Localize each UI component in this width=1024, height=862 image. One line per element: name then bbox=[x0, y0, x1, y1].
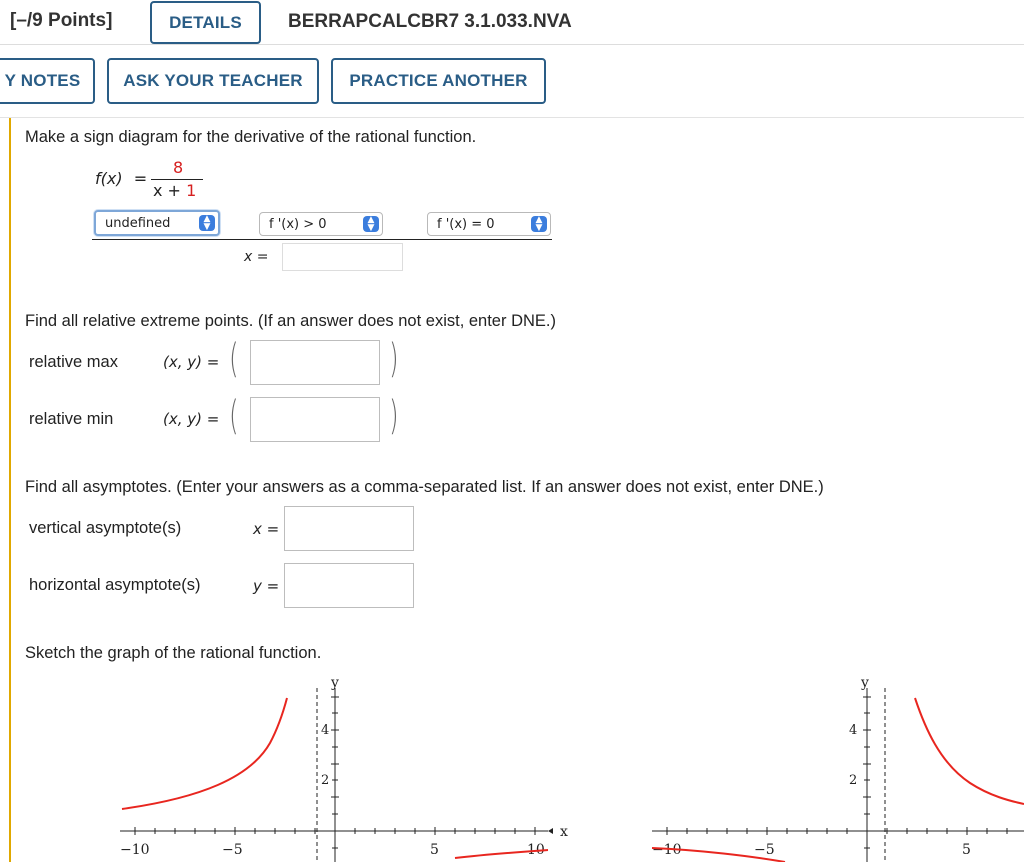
points-label: [–/9 Points] bbox=[10, 10, 113, 31]
sign-select-right-value: f '(x) = 0 bbox=[437, 216, 495, 232]
relative-min-xy-label: (x, y) = bbox=[163, 410, 220, 428]
y-tick-label: 4 bbox=[321, 723, 330, 738]
relative-min-label: relative min bbox=[29, 410, 114, 428]
y-tick-label: 4 bbox=[849, 723, 858, 738]
chevron-updown-icon: ▲ ▼ bbox=[363, 216, 379, 232]
horizontal-asymptote-label: horizontal asymptote(s) bbox=[29, 576, 201, 594]
vertical-asymptote-input[interactable] bbox=[284, 506, 414, 551]
sketch-graph-prompt: Sketch the graph of the rational function. bbox=[25, 644, 322, 662]
critical-x-input[interactable] bbox=[282, 243, 403, 271]
x-tick-label: 5 bbox=[430, 842, 439, 858]
function-label: f(x) bbox=[95, 169, 123, 188]
denominator-constant: 1 bbox=[186, 181, 197, 200]
sign-select-middle[interactable] bbox=[259, 212, 383, 236]
sign-select-middle-value: f '(x) > 0 bbox=[269, 216, 327, 232]
x-tick-label: −5 bbox=[222, 842, 243, 858]
x-tick-label: −5 bbox=[754, 842, 775, 858]
vertical-asymptote-label: vertical asymptote(s) bbox=[29, 519, 182, 537]
sign-select-left-value: undefined bbox=[105, 215, 171, 231]
y-axis-label: y bbox=[861, 675, 869, 691]
sign-diagram-prompt: Make a sign diagram for the derivative of the rational function. bbox=[25, 128, 477, 146]
x-tick-label: −10 bbox=[652, 842, 682, 858]
relative-max-xy-label: (x, y) = bbox=[163, 353, 220, 371]
open-paren: ( bbox=[229, 393, 239, 439]
y-tick-label: 2 bbox=[321, 773, 330, 788]
x-axis-arrow bbox=[548, 828, 553, 834]
practice-another-button[interactable]: PRACTICE ANOTHER bbox=[331, 58, 546, 104]
asymptotes-prompt: Find all asymptotes. (Enter your answers as a comma-separated list. If an answer does not exist, enter DNE.) bbox=[25, 478, 824, 496]
graph-option-1[interactable] bbox=[120, 675, 568, 862]
x-tick-label: 10 bbox=[527, 842, 545, 858]
graph-curve-right bbox=[915, 698, 1024, 804]
horizontal-asymptote-input[interactable] bbox=[284, 563, 414, 608]
sign-diagram-line bbox=[92, 239, 552, 240]
x-tick-label: 5 bbox=[962, 842, 971, 858]
chevron-updown-icon: ▲ ▼ bbox=[531, 216, 547, 232]
fraction-numerator: 8 bbox=[173, 158, 184, 177]
y-tick-label: 2 bbox=[849, 773, 858, 788]
relative-min-input[interactable] bbox=[250, 397, 380, 442]
vertical-asymptote-eq: x = bbox=[253, 520, 280, 538]
my-notes-button[interactable]: Y NOTES bbox=[0, 58, 95, 104]
close-paren: ) bbox=[389, 336, 399, 382]
graph-options bbox=[0, 668, 1024, 862]
horizontal-asymptote-eq: y = bbox=[253, 577, 280, 595]
details-button[interactable]: DETAILS bbox=[150, 1, 261, 44]
function-definition bbox=[95, 169, 147, 188]
graph-curve-left bbox=[122, 698, 287, 809]
x-tick-label: −10 bbox=[120, 842, 150, 858]
relative-max-input[interactable] bbox=[250, 340, 380, 385]
divider bbox=[0, 117, 1024, 118]
chevron-updown-icon: ▲ ▼ bbox=[199, 215, 215, 231]
sign-select-right[interactable] bbox=[427, 212, 551, 236]
y-axis-label: y bbox=[331, 675, 339, 691]
relative-max-label: relative max bbox=[29, 353, 118, 371]
ask-your-teacher-button[interactable]: ASK YOUR TEACHER bbox=[107, 58, 319, 104]
fraction-denominator bbox=[153, 181, 196, 200]
x-axis-label: x bbox=[560, 824, 568, 840]
sign-select-left[interactable] bbox=[94, 210, 220, 236]
fraction-bar bbox=[151, 179, 203, 180]
extreme-points-prompt: Find all relative extreme points. (If an answer does not exist, enter DNE.) bbox=[25, 312, 556, 330]
close-paren: ) bbox=[389, 393, 399, 439]
open-paren: ( bbox=[229, 336, 239, 382]
critical-x-label: x = bbox=[244, 249, 269, 265]
graph-option-2[interactable] bbox=[652, 675, 1024, 862]
question-id: BERRAPCALCBR7 3.1.033.NVA bbox=[288, 11, 572, 32]
denominator-x: x + bbox=[153, 181, 181, 200]
equals-sign: = bbox=[133, 169, 148, 188]
